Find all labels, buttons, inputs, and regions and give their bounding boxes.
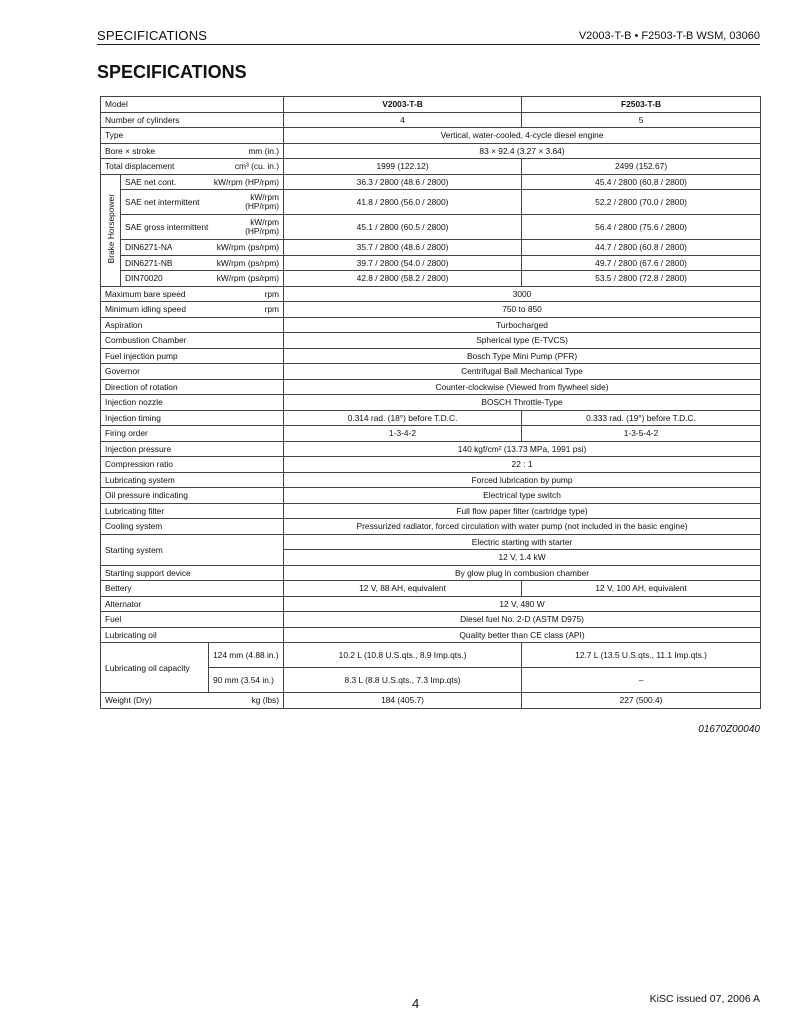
spec-label: Total displacement <box>105 161 175 172</box>
spec-value: Bosch Type Mini Pump (PFR) <box>284 348 761 364</box>
spec-value: Forced lubrication by pump <box>284 472 761 488</box>
spec-value: Quality better than CE class (API) <box>284 627 761 643</box>
spec-label: Lubricating filter <box>101 503 284 519</box>
table-row <box>101 565 761 581</box>
spec-value-b: 56.4 / 2800 (75.6 / 2800) <box>522 215 761 240</box>
spec-value: Pressurized radiator, forced circulation with water pump (not included in the basic engine) <box>284 519 761 535</box>
spec-label: DIN6271-NA <box>125 242 173 253</box>
spec-label: Governor <box>101 364 284 380</box>
model-a: V2003-T-B <box>284 97 522 113</box>
spec-value: Full flow paper filter (cartridge type) <box>284 503 761 519</box>
header-rule <box>97 44 760 45</box>
spec-value-b: 44.7 / 2800 (60.8 / 2800) <box>522 240 761 256</box>
table-row <box>101 143 761 159</box>
spec-table <box>100 96 761 709</box>
spec-label: Aspiration <box>101 317 284 333</box>
table-row <box>101 317 761 333</box>
page-title: SPECIFICATIONS <box>97 62 247 82</box>
spec-value-b: 5 <box>522 112 761 128</box>
spec-value-a: 184 (405.7) <box>284 693 522 709</box>
spec-value: Electrical type switch <box>284 488 761 504</box>
spec-value-b: – <box>522 668 761 693</box>
spec-value-a: 36.3 / 2800 (48.6 / 2800) <box>284 174 522 190</box>
spec-label: DIN6271-NB <box>125 257 173 268</box>
spec-label: Bettery <box>101 581 284 597</box>
table-row <box>101 472 761 488</box>
table-row <box>101 97 761 113</box>
table-row <box>101 112 761 128</box>
table-row <box>101 379 761 395</box>
spec-label: Injection pressure <box>101 441 284 457</box>
spec-value-b: 12 V, 100 AH, equivalent <box>522 581 761 597</box>
spec-unit: cm³ (cu. in.) <box>234 161 280 172</box>
header-doc-ref: V2003-T-B • F2503-T-B WSM, 03060 <box>578 30 760 42</box>
spec-value-b: 53.5 / 2800 (72.8 / 2800) <box>522 271 761 287</box>
table-row <box>101 215 761 240</box>
spec-value: 12 V, 480 W <box>284 596 761 612</box>
issued-note: KiSC issued 07, 2006 A <box>649 993 760 1005</box>
table-row <box>101 333 761 349</box>
spec-label: Lubricating system <box>101 472 284 488</box>
header-section: SPECIFICATIONS <box>97 28 208 43</box>
spec-label: Direction of rotation <box>101 379 284 395</box>
spec-label: Maximum bare speed <box>105 288 186 299</box>
spec-label: Cooling system <box>101 519 284 535</box>
spec-value-a: 4 <box>284 112 522 128</box>
oil-depth: 124 mm (4.88 in.) <box>209 643 284 668</box>
spec-value: By glow plug in combusion chamber <box>284 565 761 581</box>
spec-label: Oil pressure indicating <box>101 488 284 504</box>
spec-value: Turbocharged <box>284 317 761 333</box>
spec-value-a: 1999 (122.12) <box>284 159 522 175</box>
spec-label: Fuel <box>101 612 284 628</box>
spec-label: Lubricating oil capacity <box>101 643 209 693</box>
spec-label: Model <box>101 97 284 113</box>
spec-label: Fuel injection pump <box>101 348 284 364</box>
oil-depth: 90 mm (3.54 in.) <box>209 668 284 693</box>
spec-value: 12 V, 1.4 kW <box>284 550 761 566</box>
spec-unit: rpm <box>264 304 280 315</box>
spec-label: Lubricating oil <box>101 627 284 643</box>
spec-value-a: 0.314 rad. (18°) before T.D.C. <box>284 410 522 426</box>
spec-label: Number of cylinders <box>101 112 284 128</box>
spec-label: DIN70020 <box>125 273 163 284</box>
table-row <box>101 286 761 302</box>
table-row <box>101 693 761 709</box>
spec-value: 140 kgf/cm² (13.73 MPa, 1991 psi) <box>284 441 761 457</box>
spec-unit: kW/rpm (ps/rpm) <box>216 273 280 284</box>
table-row <box>101 174 761 190</box>
spec-unit: rpm <box>264 288 280 299</box>
model-b: F2503-T-B <box>522 97 761 113</box>
table-row <box>101 190 761 215</box>
spec-value-a: 12 V, 88 AH, equivalent <box>284 581 522 597</box>
spec-label: Weight (Dry) <box>105 695 152 706</box>
table-row <box>101 395 761 411</box>
spec-value-a: 8.3 L (8.8 U.S.qts., 7.3 Imp.qts) <box>284 668 522 693</box>
spec-value-a: 1-3-4-2 <box>284 426 522 442</box>
spec-value: Diesel fuel No. 2-D (ASTM D975) <box>284 612 761 628</box>
table-row <box>101 643 761 668</box>
table-row <box>101 128 761 144</box>
table-row <box>101 364 761 380</box>
table-row <box>101 426 761 442</box>
spec-label: Injection timing <box>101 410 284 426</box>
spec-value: Centrifugal Ball Mechanical Type <box>284 364 761 380</box>
spec-value-b: 52.2 / 2800 (70.0 / 2800) <box>522 190 761 215</box>
table-row <box>101 627 761 643</box>
spec-value-a: 45.1 / 2800 (60.5 / 2800) <box>284 215 522 240</box>
spec-value-a: 41.8 / 2800 (56.0 / 2800) <box>284 190 522 215</box>
table-row <box>101 240 761 256</box>
spec-label: Compression ratio <box>101 457 284 473</box>
spec-unit: kW/rpm (ps/rpm) <box>216 242 280 253</box>
spec-value-b: 2499 (152.67) <box>522 159 761 175</box>
spec-value-b: 45.4 / 2800 (60.8 / 2800) <box>522 174 761 190</box>
spec-label: Firing order <box>101 426 284 442</box>
spec-label: SAE net cont. <box>125 176 177 187</box>
spec-unit: kW/rpm (ps/rpm) <box>216 257 280 268</box>
spec-value: Spherical type (E-TVCS) <box>284 333 761 349</box>
spec-value-b: 1-3-5-4-2 <box>522 426 761 442</box>
table-row <box>101 503 761 519</box>
spec-label: Type <box>101 128 284 144</box>
spec-value: BOSCH Throttle-Type <box>284 395 761 411</box>
table-row <box>101 596 761 612</box>
brake-hp-group-label: Brake Horsepower <box>105 194 116 264</box>
spec-value: Counter-clockwise (Viewed from flywheel side) <box>284 379 761 395</box>
spec-unit: kW/rpm (HP/rpm) <box>245 217 280 236</box>
table-row <box>101 348 761 364</box>
spec-label: SAE net intermittent <box>125 197 200 207</box>
spec-value-a: 42.8 / 2800 (58.2 / 2800) <box>284 271 522 287</box>
spec-unit: kW/rpm (HP/rpm) <box>213 176 280 187</box>
table-row <box>101 534 761 550</box>
spec-value-b: 49.7 / 2800 (67.6 / 2800) <box>522 255 761 271</box>
spec-unit: mm (in.) <box>248 145 280 156</box>
figure-code: 01670Z00040 <box>698 724 760 735</box>
spec-label: Minimum idling speed <box>105 304 186 315</box>
spec-label: SAE gross intermittent <box>125 222 209 232</box>
spec-value-a: 35.7 / 2800 (48.6 / 2800) <box>284 240 522 256</box>
spec-label: Starting system <box>101 534 284 565</box>
table-row <box>101 255 761 271</box>
spec-value: 750 to 850 <box>284 302 761 318</box>
spec-value: Vertical, water-cooled, 4-cycle diesel engine <box>284 128 761 144</box>
table-row <box>101 271 761 287</box>
spec-label: Bore × stroke <box>105 145 156 156</box>
spec-unit: kW/rpm (HP/rpm) <box>245 192 280 211</box>
spec-label: Starting support device <box>101 565 284 581</box>
table-row <box>101 159 761 175</box>
spec-value: 3000 <box>284 286 761 302</box>
table-row <box>101 302 761 318</box>
spec-value-a: 10.2 L (10.8 U.S.qts., 8.9 Imp.qts.) <box>284 643 522 668</box>
spec-value-b: 0.333 rad. (19°) before T.D.C. <box>522 410 761 426</box>
spec-label: Injection nozzle <box>101 395 284 411</box>
spec-label: Alternator <box>101 596 284 612</box>
spec-value: Electric starting with starter <box>284 534 761 550</box>
table-row <box>101 581 761 597</box>
spec-value: 83 × 92.4 (3.27 × 3.64) <box>284 143 761 159</box>
table-row <box>101 612 761 628</box>
spec-value-b: 227 (500.4) <box>522 693 761 709</box>
table-row <box>101 441 761 457</box>
table-row <box>101 519 761 535</box>
page-number: 4 <box>412 996 420 1011</box>
table-row <box>101 488 761 504</box>
spec-value-b: 12.7 L (13.5 U.S.qts., 11.1 Imp.qts.) <box>522 643 761 668</box>
table-row <box>101 457 761 473</box>
spec-value: 22 : 1 <box>284 457 761 473</box>
spec-value-a: 39.7 / 2800 (54.0 / 2800) <box>284 255 522 271</box>
spec-unit: kg (lbs) <box>251 695 280 706</box>
spec-label: Combustion Chamber <box>101 333 284 349</box>
table-row <box>101 410 761 426</box>
